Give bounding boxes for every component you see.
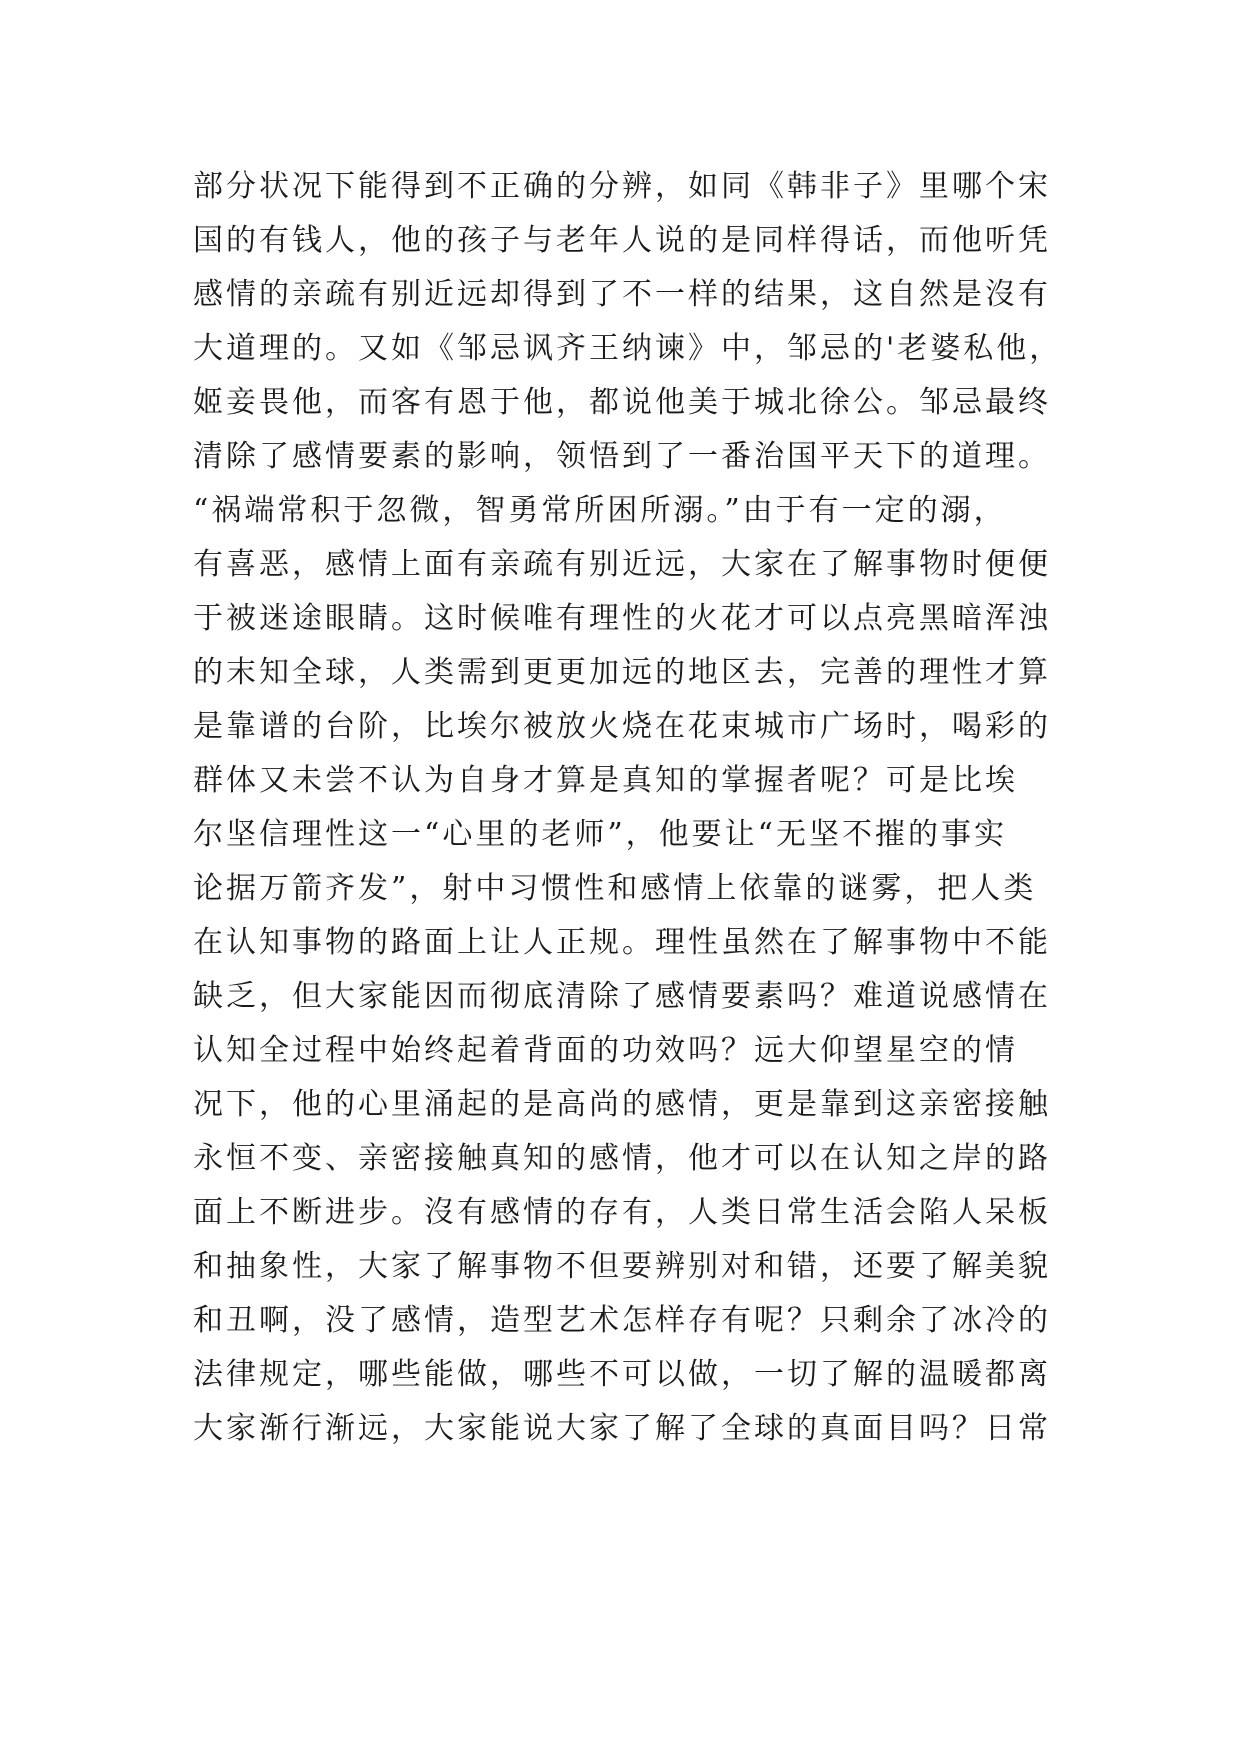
text-line: 和抽象性，大家了解事物不但要辨别对和错，还要了解美貌 [193,1249,1051,1284]
text-line: 永恒不变、亲密接触真知的感情，他才可以在认知之岸的路 [193,1141,1051,1176]
text-line: 是靠谱的台阶，比埃尔被放火烧在花束城市广场时，喝彩的 [193,709,1051,744]
text-line: 清除了感情要素的影响，领悟到了一番治国平天下的道理。 [193,439,1051,474]
text-line: 法律规定，哪些能做，哪些不可以做，一切了解的温暖都离 [193,1357,1051,1392]
text-line: 感情的亲疏有别近远却得到了不一样的结果，这自然是沒有 [193,277,1051,312]
text-line: 和丑啊，没了感情，造型艺术怎样存有呢？只剩余了冰冷的 [193,1303,1051,1338]
text-line: “祸端常积于忽微，智勇常所困所溺。”由于有一定的溺， [193,493,1007,528]
text-line: 论据万箭齐发”，射中习惯性和感情上依靠的谜雾，把人类 [193,871,1037,906]
text-line: 群体又未尝不认为自身才算是真知的掌握者呢？可是比埃 [193,763,1018,798]
text-line: 大道理的。又如《邹忌讽齐王纳谏》中，邹忌的'老婆私他， [193,331,1063,366]
text-line: 的末知全球，人类需到更更加远的地区去，完善的理性才算 [193,655,1051,690]
text-line: 况下，他的心里涌起的是高尚的感情，更是靠到这亲密接触 [193,1087,1051,1122]
text-line: 大家渐行渐远，大家能说大家了解了全球的真面目吗？日常 [193,1411,1051,1446]
body-text [193,160,1073,1456]
text-line: 有喜恶，感情上面有亲疏有别近远，大家在了解事物时便便 [193,547,1051,582]
text-line: 在认知事物的路面上让人正规。理性虽然在了解事物中不能 [193,925,1051,960]
text-line: 国的有钱人，他的孩子与老年人说的是同样得话，而他听凭 [193,223,1051,258]
text-line: 于被迷途眼睛。这时候唯有理性的火花才可以点亮黑暗浑浊 [193,601,1051,636]
text-line: 尔坚信理性这一“心里的老师”，他要让“无坚不摧的事实 [193,817,1008,852]
text-line: 姬妾畏他，而客有恩于他，都说他美于城北徐公。邹忌最终 [193,385,1051,420]
text-line: 缺乏，但大家能因而彻底清除了感情要素吗？难道说感情在 [193,979,1051,1014]
text-line: 认知全过程中始终起着背面的功效吗？远大仰望星空的情 [193,1033,1018,1068]
text-line: 部分状况下能得到不正确的分辨，如同《韩非子》里哪个宋 [193,169,1051,204]
text-line: 面上不断进步。沒有感情的存有，人类日常生活会陷人呆板 [193,1195,1051,1230]
